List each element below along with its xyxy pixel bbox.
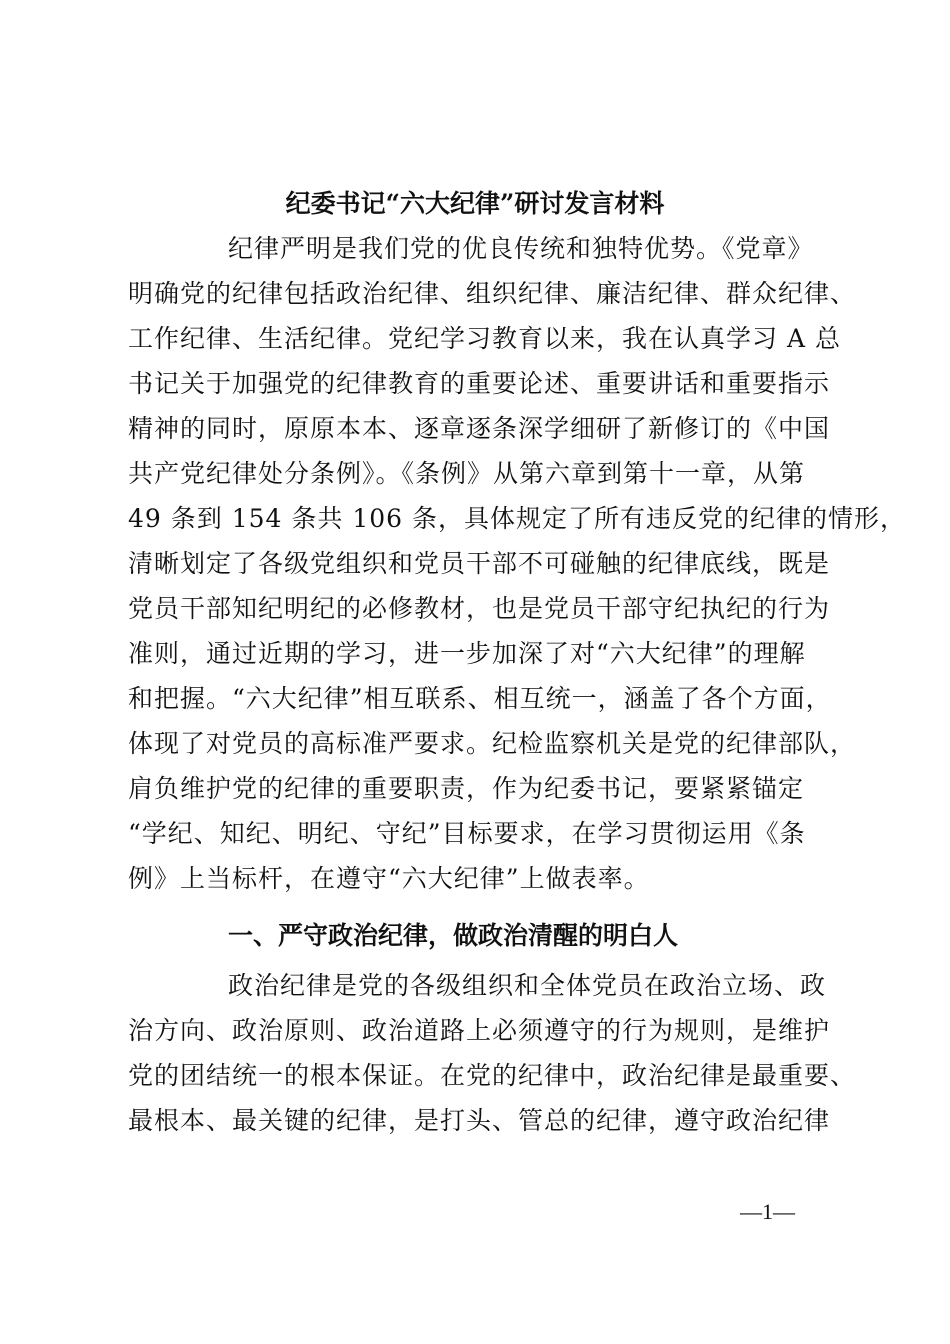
paragraph-line: 共产党纪律处分条例》。《条例》从第六章到第十一章，从第 bbox=[128, 459, 806, 488]
paragraph-line: “学纪、知纪、明纪、守纪”目标要求，在学习贯彻运用《条 bbox=[128, 819, 806, 848]
paragraph-line: 政治纪律是党的各级组织和全体党员在政治立场、政 bbox=[228, 971, 827, 1000]
paragraph-line: 党员干部知纪明纪的必修教材，也是党员干部守纪执纪的行为 bbox=[128, 594, 831, 623]
paragraph-line: 清晰划定了各级党组织和党员干部不可碰触的纪律底线，既是 bbox=[128, 549, 831, 578]
paragraph-line: 例》上当标杆，在遵守“六大纪律”上做表率。 bbox=[128, 864, 650, 893]
paragraph-line: 和把握。“六大纪律”相互联系、相互统一，涵盖了各个方面， bbox=[128, 684, 832, 713]
paragraph-line: 精神的同时，原原本本、逐章逐条深学细研了新修订的《中国 bbox=[128, 414, 831, 443]
paragraph-line: 党的团结统一的根本保证。在党的纪律中，政治纪律是最重要、 bbox=[128, 1061, 857, 1090]
document-title: 纪委书记“六大纪律”研讨发言材料 bbox=[285, 189, 665, 218]
paragraph-line: 工作纪律、生活纪律。党纪学习教育以来，我在认真学习 A 总 bbox=[128, 324, 841, 353]
page-number: —1— bbox=[740, 1199, 795, 1224]
paragraph-line: 纪律严明是我们党的优良传统和独特优势。《党章》 bbox=[228, 234, 814, 263]
paragraph-line: 治方向、政治原则、政治道路上必须遵守的行为规则，是维护 bbox=[128, 1016, 831, 1045]
paragraph-line: 明确党的纪律包括政治纪律、组织纪律、廉洁纪律、群众纪律、 bbox=[128, 279, 857, 308]
paragraph-line: 准则，通过近期的学习，进一步加深了对“六大纪律”的理解 bbox=[128, 639, 806, 668]
paragraph-line: 体现了对党员的高标准严要求。纪检监察机关是党的纪律部队， bbox=[128, 729, 857, 758]
paragraph-line: 最根本、最关键的纪律，是打头、管总的纪律，遵守政治纪律 bbox=[128, 1106, 831, 1135]
paragraph-line: 书记关于加强党的纪律教育的重要论述、重要讲话和重要指示 bbox=[128, 369, 831, 398]
section-heading: 一、严守政治纪律，做政治清醒的明白人 bbox=[228, 921, 679, 950]
paragraph-line: 肩负维护党的纪律的重要职责，作为纪委书记，要紧紧锚定 bbox=[128, 774, 805, 803]
paragraph-line: 49 条到 154 条共 106 条，具体规定了所有违反党的纪律的情形， bbox=[128, 504, 906, 533]
